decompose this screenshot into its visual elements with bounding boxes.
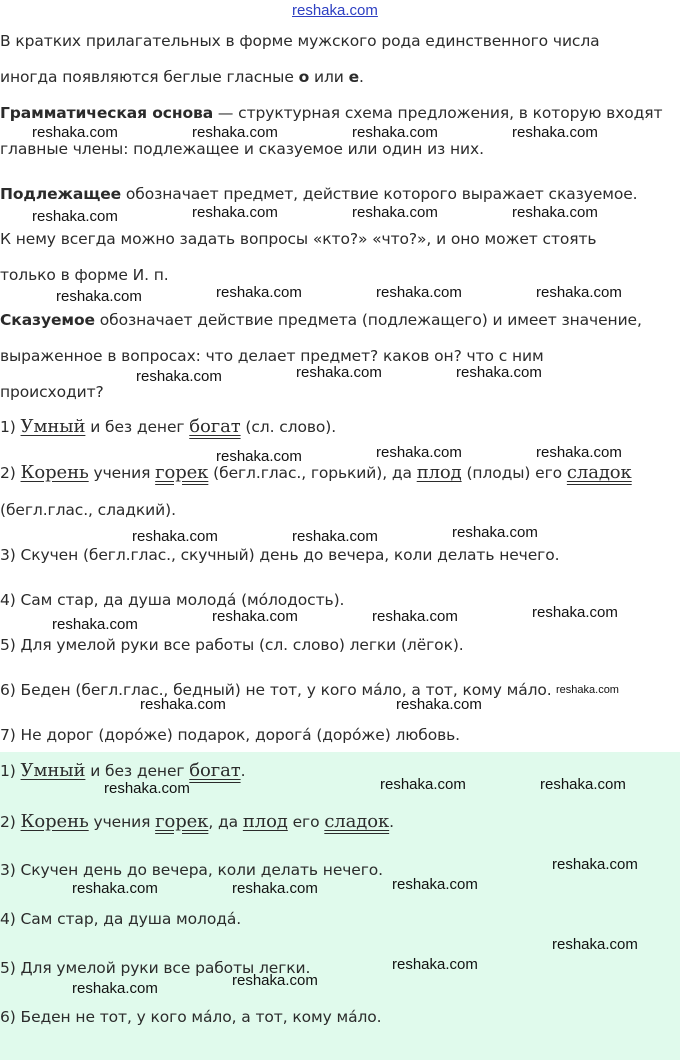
paragraph-subject-2: К нему всегда можно задать вопросы «кто?» «что?», и оно может стоять xyxy=(0,230,597,248)
watermark: reshaka.com xyxy=(136,368,222,385)
watermark: reshaka.com xyxy=(216,448,302,465)
watermark: reshaka.com xyxy=(380,776,466,793)
paragraph-subject: Подлежащее обозначает предмет, действие которого выражает сказуемое. xyxy=(0,185,638,203)
example-7: 7) Не дорог (дорóже) подарок, дорогá (дорóже) любовь. xyxy=(0,726,460,744)
watermark: reshaka.com xyxy=(536,444,622,461)
watermark: reshaka.com xyxy=(212,608,298,625)
watermark: reshaka.com xyxy=(140,696,226,713)
watermark: reshaka.com xyxy=(56,288,142,305)
answer-6: 6) Беден не тот, у кого мáло, а тот, кому мáло. xyxy=(0,1008,382,1026)
example-2: 2) Корень учения горек (бегл.глас., горький), да плод (плоды) его сладок xyxy=(0,462,632,483)
watermark: reshaka.com xyxy=(376,444,462,461)
watermark: reshaka.com xyxy=(536,284,622,301)
watermark: reshaka.com xyxy=(452,524,538,541)
watermark: reshaka.com xyxy=(456,364,542,381)
watermark: reshaka.com xyxy=(372,608,458,625)
paragraph-predicate: Сказуемое обозначает действие предмета (подлежащего) и имеет значение, xyxy=(0,311,642,329)
watermark: reshaka.com xyxy=(72,880,158,897)
watermark: reshaka.com xyxy=(52,616,138,633)
paragraph-grammatical-basis: Грамматическая основа — структурная схема предложения, в которую входят xyxy=(0,104,663,122)
watermark: reshaka.com xyxy=(192,124,278,141)
watermark: reshaka.com xyxy=(540,776,626,793)
answer-2: 2) Корень учения горек, да плод его сладок. xyxy=(0,811,394,832)
watermark: reshaka.com xyxy=(552,856,638,873)
paragraph-short-adjectives: В кратких прилагательных в форме мужского рода единственного числа xyxy=(0,32,600,50)
watermark: reshaka.com xyxy=(352,124,438,141)
watermark: reshaka.com xyxy=(392,876,478,893)
answer-3: 3) Скучен день до вечера, коли делать нечего. xyxy=(0,861,384,879)
example-3: 3) Скучен (бегл.глас., скучный) день до вечера, коли делать нечего. xyxy=(0,546,560,564)
watermark: reshaka.com xyxy=(232,972,318,989)
watermark: reshaka.com xyxy=(532,604,618,621)
example-4: 4) Сам стар, да душа молодá (мóлодость). xyxy=(0,591,345,609)
watermark: reshaka.com xyxy=(32,124,118,141)
watermark: reshaka.com xyxy=(296,364,382,381)
answer-5: 5) Для умелой руки все работы легки. xyxy=(0,959,311,977)
watermark: reshaka.com xyxy=(352,204,438,221)
example-2-cont: (бегл.глас., сладкий). xyxy=(0,501,176,519)
paragraph-predicate-3: происходит? xyxy=(0,383,104,401)
watermark: reshaka.com xyxy=(556,684,619,696)
paragraph-grammatical-basis-2: главные члены: подлежащее и сказуемое или один из них. xyxy=(0,140,484,158)
example-1: 1) Умный и без денег богат (сл. слово). xyxy=(0,416,337,437)
watermark: reshaka.com xyxy=(32,208,118,225)
site-link[interactable]: reshaka.com xyxy=(292,2,378,19)
watermark: reshaka.com xyxy=(396,696,482,713)
watermark: reshaka.com xyxy=(392,956,478,973)
paragraph-subject-3: только в форме И. п. xyxy=(0,266,169,284)
watermark: reshaka.com xyxy=(552,936,638,953)
watermark: reshaka.com xyxy=(104,780,190,797)
answer-4: 4) Сам стар, да душа молодá. xyxy=(0,910,242,928)
watermark: reshaka.com xyxy=(72,980,158,997)
watermark: reshaka.com xyxy=(216,284,302,301)
watermark: reshaka.com xyxy=(232,880,318,897)
watermark: reshaka.com xyxy=(292,528,378,545)
example-5: 5) Для умелой руки все работы (сл. слово) легки (лёгок). xyxy=(0,636,464,654)
watermark: reshaka.com xyxy=(512,204,598,221)
answer-1: 1) Умный и без денег богат. xyxy=(0,760,246,781)
watermark: reshaka.com xyxy=(132,528,218,545)
example-6: 6) Беден (бегл.глас., бедный) не тот, у кого мáло, а тот, кому мáло. xyxy=(0,681,552,699)
watermark: reshaka.com xyxy=(192,204,278,221)
paragraph-predicate-2: выраженное в вопросах: что делает предмет? каков он? что с ним xyxy=(0,347,544,365)
paragraph-short-adjectives-2: иногда появляются беглые гласные о или е. xyxy=(0,68,364,86)
watermark: reshaka.com xyxy=(512,124,598,141)
watermark: reshaka.com xyxy=(376,284,462,301)
